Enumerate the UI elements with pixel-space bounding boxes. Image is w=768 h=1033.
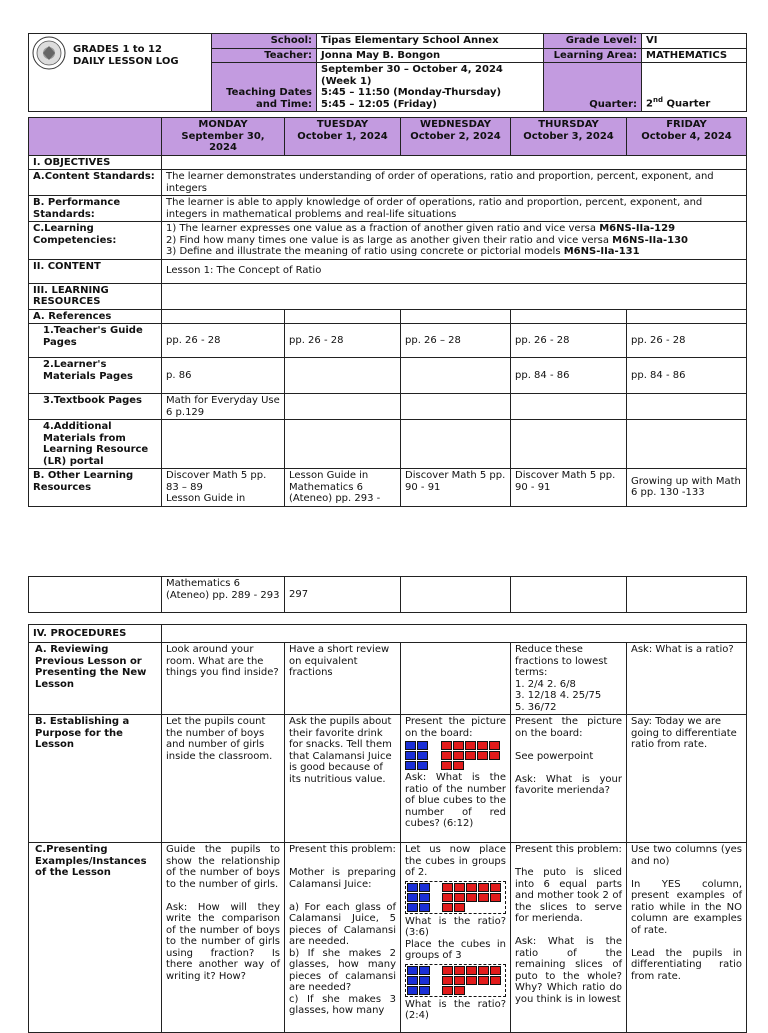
procedure-c-cell: Present this problem: Mother is preparing Calamansi Juice: a) For each glass of Calamansi Juice, 5 pieces of Calamansi are needed. b) If she makes 2 glasses, how many pieces of calamansi are needed? c) If she makes 3 glasses, how many [285,843,401,1033]
red-cube [453,761,464,770]
days-header-row [29,118,747,156]
competency-text: 1) The learner expresses one value as a fraction of another given ratio and vice versa [166,223,600,234]
procedure-c-label: C.Presenting Examples/Instances of the Lesson [29,843,162,1033]
red-cube [454,966,465,975]
blue-cube [417,741,428,750]
competency-1 [166,223,742,235]
red-cube [478,883,489,892]
content-standards-label: A.Content Standards: [29,170,162,196]
cubes-groups-of-2 [405,881,506,914]
dates-value [317,63,544,112]
lm-cell [401,358,511,394]
competency-code: M6NS-IIa-131 [563,246,640,257]
red-cube [441,741,452,750]
dates-label-1: Teaching Dates [226,87,312,98]
red-cube [490,976,501,985]
empty-cell [285,420,401,469]
empty-cell [401,309,511,324]
red-cube [478,966,489,975]
dll-title [29,34,212,112]
cubes-groups-of-3 [405,964,506,997]
procedure-c-wed-text3: Place the cubes in groups of 3 [405,938,506,961]
blue-cube [417,761,428,770]
empty-cell [285,309,401,324]
header-table [28,33,747,112]
empty-cell [511,309,627,324]
red-cube [490,966,501,975]
dates-line3: 5:45 – 11:50 (Monday-Thursday) [321,87,502,98]
competency-code: M6NS-IIa-130 [612,234,688,246]
red-cube [477,741,488,750]
school-value: Tipas Elementary School Annex [317,34,544,49]
tg-cell: pp. 26 - 28 [627,324,747,358]
day-date: October 2, 2024 [410,130,501,142]
lm-cell [285,358,401,394]
blue-cube [419,903,430,912]
red-cube [454,976,465,985]
red-cube [478,976,489,985]
procedure-a-cell: Have a short review on equivalent fractions [285,643,401,715]
procedures-table [28,624,747,1033]
lm-cell: p. 86 [162,358,285,394]
quarter-label: Quarter: [544,63,642,112]
teacher-value: Jonna May B. Bongon [317,48,544,63]
performance-standards-value: The learner is able to apply knowledge of order of operations, ratio and proportion, percent, exponent, and integers in mathematical problems and real-life situations [162,196,747,222]
teacher-label: Teacher: [212,48,317,63]
day-date: October 4, 2024 [641,130,732,142]
procedure-a-cell: Ask: What is a ratio? [627,643,747,715]
empty-cell [401,394,511,420]
continuation-table [28,576,747,613]
empty-cell [29,577,162,613]
tg-cell: pp. 26 - 28 [511,324,627,358]
red-cube [453,741,464,750]
procedure-b-cell: Let the pupils count the number of boys and number of girls inside the classroom. [162,715,285,843]
red-cubes-group [442,966,504,995]
other-resources-cell: Growing up with Math 6 pp. 130 -133 [627,469,747,507]
procedure-b-cell: Present the picture on the board: See powerpoint Ask: What is your favorite merienda? [511,715,627,843]
empty-cell [401,420,511,469]
procedure-c-cell: Use two columns (yes and no) In YES column, present examples of ratio while in the NO column are examples of rate. Lead the pupils in differentiating ratio from rate. [627,843,747,1033]
empty-cell [401,643,511,715]
competencies-value [162,222,747,260]
red-cube [442,893,453,902]
other-resources-cell: Lesson Guide in Mathematics 6 (Ateneo) pp. 293 - [285,469,401,507]
blue-cube [405,751,416,760]
procedure-b-cell: Say: Today we are going to differentiate ratio from rate. [627,715,747,843]
procedure-b-cell: Ask the pupils about their favorite drink for snacks. Tell them that Calamansi Juice is good because of its nutritious value. [285,715,401,843]
empty-cell [511,420,627,469]
red-cubes-group [442,883,504,912]
red-cube [490,883,501,892]
other-resources-cell: Discover Math 5 pp. 90 - 91 [511,469,627,507]
content-standards-value: The learner demonstrates understanding of order of operations, ratio and proportion, percent, exponent, and integers [162,170,747,196]
blue-cubes-group [407,966,439,995]
blue-cubes-group [405,741,438,770]
day-name: TUESDAY [316,119,369,130]
red-cube [478,893,489,902]
red-cube [489,741,500,750]
empty-cell [162,420,285,469]
procedures-blank [162,625,747,643]
day-header [162,118,285,156]
procedure-c-cell [401,843,511,1033]
am-label: 4.Additional Materials from Learning Resource (LR) portal [29,420,162,469]
procedure-c-cell: Guide the pupils to show the relationship of the number of boys to the number of girls. Ask: How will they write the comparison of the number of boys to the number of girls using fraction? Is there another way of writing it? How? [162,843,285,1033]
competencies-label: C.Learning Competencies: [29,222,162,260]
dates-line2: (Week 1) [321,75,372,87]
red-cube [442,903,453,912]
procedure-b-wed-text2: Ask: What is the ratio of the number of blue cubes to the number of red cubes? (6:12) [405,772,506,829]
red-cube [442,986,453,995]
empty-cell [627,309,747,324]
day-name: MONDAY [198,119,248,130]
red-cube [441,761,452,770]
day-header [511,118,627,156]
references-label: A. References [29,309,162,324]
day-header [627,118,747,156]
content-value: Lesson 1: The Concept of Ratio [162,259,747,283]
grade-label: Grade Level: [544,34,642,49]
other-resources-cell: Discover Math 5 pp. 83 – 89 Lesson Guide in [162,469,285,507]
quarter-sup: nd [652,96,663,105]
day-date: October 1, 2024 [297,130,388,142]
empty-cell [511,394,627,420]
quarter-num: 2 [646,98,653,110]
blue-cube [419,986,430,995]
red-cube [454,903,465,912]
procedure-c-wed-text1: Let us now place the cubes in groups of 2. [405,844,506,878]
red-cube [477,751,488,760]
blue-cube [405,761,416,770]
area-label: Learning Area: [544,48,642,63]
blue-cube [407,986,418,995]
competency-3 [166,246,742,258]
day-name: THURSDAY [538,119,599,130]
procedure-c-wed-text4: What is the ratio? (2:4) [405,998,506,1021]
lesson-table [28,117,747,507]
red-cube [454,893,465,902]
resources-heading: III. LEARNING RESOURCES [29,283,162,309]
performance-standards-label: B. Performance Standards: [29,196,162,222]
blue-cube [419,893,430,902]
empty-cell [627,577,747,613]
blue-cube [419,976,430,985]
dates-label [212,63,317,112]
blue-cube [407,903,418,912]
day-date: September 30, 2024 [181,130,265,153]
competency-2 [166,235,742,247]
empty-cell [401,577,511,613]
blue-cube [417,751,428,760]
competency-code: M6NS-IIa-129 [599,223,676,234]
objectives-heading: I. OBJECTIVES [29,155,162,170]
procedure-a-cell: Look around your room. What are the things you find inside? [162,643,285,715]
red-cube [442,883,453,892]
other-resources-cell: Discover Math 5 pp. 90 - 91 [401,469,511,507]
procedure-a-label: A. Reviewing Previous Lesson or Presenting the New Lesson [29,643,162,715]
red-cube [454,986,465,995]
lm-label: 2.Learner's Materials Pages [29,358,162,394]
continuation-cell: Mathematics 6 (Ateneo) pp. 289 - 293 [162,577,285,613]
day-header [401,118,511,156]
days-header-blank [29,118,162,156]
dates-label-2: and Time: [256,98,312,110]
day-date: October 3, 2024 [523,130,614,142]
day-header [285,118,401,156]
blue-cube [407,966,418,975]
competency-text: 3) Define and illustrate the meaning of ratio using concrete or pictorial models [166,246,564,257]
continuation-cell: 297 [285,577,401,613]
lm-cell: pp. 84 - 86 [511,358,627,394]
empty-cell [285,394,401,420]
red-cube [442,966,453,975]
blue-cubes-group [407,883,439,912]
day-name: FRIDAY [666,119,707,130]
blue-cube [407,893,418,902]
red-cube [442,976,453,985]
red-cube [466,893,477,902]
dates-line4: 5:45 – 12:05 (Friday) [321,98,437,110]
procedure-b-label: B. Establishing a Purpose for the Lesson [29,715,162,843]
tb-cell: Math for Everyday Use 6 p.129 [162,394,285,420]
blue-cube [405,741,416,750]
objectives-blank [162,155,747,170]
procedure-a-cell: Reduce these fractions to lowest terms: 1. 2/4 2. 6/8 3. 12/18 4. 25/75 5. 36/72 [511,643,627,715]
tg-cell: pp. 26 – 28 [401,324,511,358]
red-cube [490,893,501,902]
procedure-b-wed-text1: Present the picture on the board: [405,716,506,739]
tg-cell: pp. 26 - 28 [285,324,401,358]
competency-text: 2) Find how many times one value is as large as another given their ratio and vice versa [166,234,613,246]
tg-cell: pp. 26 - 28 [162,324,285,358]
content-heading: II. CONTENT [29,259,162,283]
red-cube [441,751,452,760]
school-label: School: [212,34,317,49]
tb-label: 3.Textbook Pages [29,394,162,420]
lm-cell: pp. 84 - 86 [627,358,747,394]
other-resources-label: B. Other Learning Resources [29,469,162,507]
red-cube [454,883,465,892]
quarter-word: Quarter [662,98,711,110]
area-value: MATHEMATICS [642,48,747,63]
red-cube [465,751,476,760]
resources-blank [162,283,747,309]
red-cube [466,966,477,975]
dll-title-line1: GRADES 1 to 12 [73,44,162,55]
grade-value: VI [642,34,747,49]
quarter-value [642,63,747,112]
procedure-c-wed-text2: What is the ratio? (3:6) [405,915,506,938]
dates-line1: September 30 – October 4, 2024 [321,64,503,75]
red-cube [466,976,477,985]
red-cube [465,741,476,750]
tg-label: 1.Teacher's Guide Pages [29,324,162,358]
blue-cube [419,883,430,892]
empty-cell [627,420,747,469]
blue-cube [419,966,430,975]
procedure-c-cell: Present this problem: The puto is sliced into 6 equal parts and mother took 2 of the slices to serve for merienda. Ask: What is the ratio of the remaining slices of puto to the whole? Why? Which ratio do you think is in lowest [511,843,627,1033]
red-cube [466,883,477,892]
dll-title-line2: DAILY LESSON LOG [73,55,179,67]
blue-cube [407,883,418,892]
red-cubes-group [441,741,506,770]
cubes-picture [405,741,506,770]
empty-cell [511,577,627,613]
red-cube [453,751,464,760]
red-cube [489,751,500,760]
blue-cube [407,976,418,985]
procedures-heading: IV. PROCEDURES [29,625,162,643]
empty-cell [162,309,285,324]
day-name: WEDNESDAY [420,119,491,130]
procedure-b-cell [401,715,511,843]
empty-cell [627,394,747,420]
